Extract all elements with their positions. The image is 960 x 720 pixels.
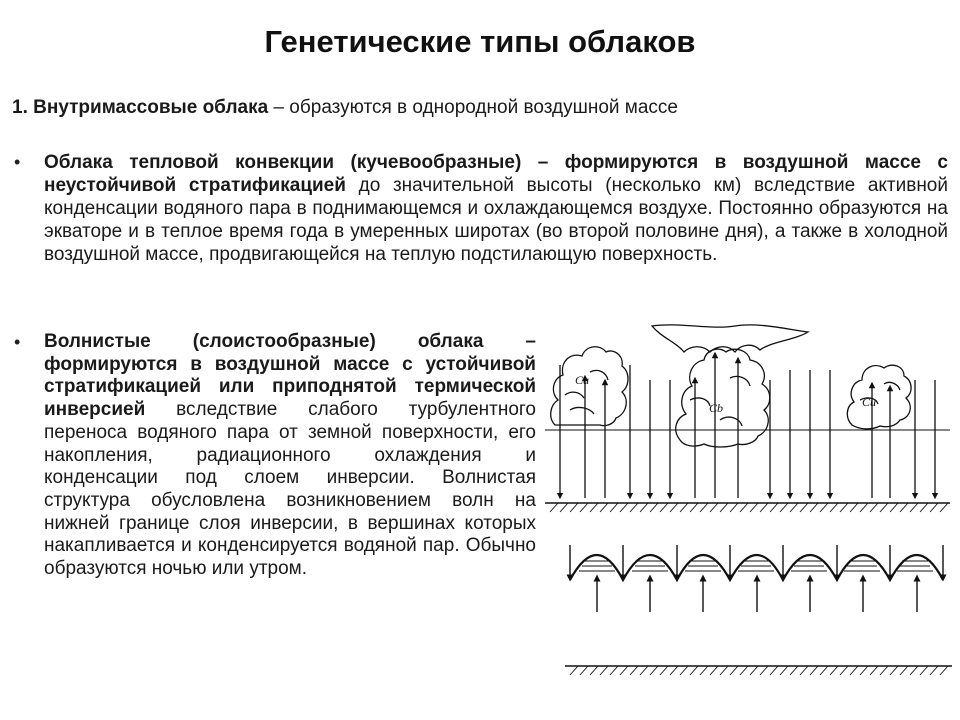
updraft-arrows xyxy=(585,355,890,498)
bullet-2-text: вследствие слабого турбулентного переноса водяного пара от земной поверхности, его накопления, радиационного охлаждения и конденсации под слоем инверсии. Волнистая структура обусловлена возникновением волн на нижней границе слоя инверсии, в вершинах которых накапливается и конденсируется водяной пар. Обычно образуются ночью или утром. xyxy=(44,399,536,580)
wavy-diagram xyxy=(565,545,952,675)
cumulus-cloud-left xyxy=(551,347,628,426)
convection-diagram xyxy=(545,325,950,512)
section-description: – образуются в однородной воздушной массе xyxy=(268,97,678,118)
section-number-label: 1. Внутримассовые облака xyxy=(12,97,269,118)
cumulus-cloud-right xyxy=(847,365,911,429)
bullet-1-bold: Облака тепловой конвекции (кучевообразные) – формируются в воздушной массе с неустойчивой стратификацией xyxy=(44,152,948,196)
inversion-wave xyxy=(570,555,943,580)
bullet-marker-2: • xyxy=(14,332,21,352)
bullet-1-text: до значительной высоты (несколько км) вследствие активной конденсации водяного пара в поднимающемся и охлаждающемся воздухе. Постоянно образуются на экваторе и в теплое время года в умеренных широтах (во второй половине дня), а также в холодной воздушной массе, продвигающейся на теплую подстилающую поверхность. xyxy=(44,175,948,265)
cloud-label-cb: Cb xyxy=(709,401,724,415)
bullet-2-bold: Волнистые (слоистообразные) облака – формируются в воздушной массе с устойчивой стратификацией или приподнятой термической инверсией xyxy=(44,331,536,421)
ground-hatching-lower xyxy=(570,666,948,675)
ground-hatching-upper xyxy=(550,503,948,512)
bullet-marker-1: • xyxy=(14,152,21,172)
cumulonimbus-anvil xyxy=(652,325,808,352)
cumulonimbus-cloud xyxy=(676,349,770,447)
cloud-label-cu-right: Cu xyxy=(862,395,877,409)
wave-up-arrows xyxy=(597,578,917,612)
page-title: Генетические типы облаков xyxy=(264,24,696,59)
cloud-label-cu-left: Cu xyxy=(575,373,590,387)
